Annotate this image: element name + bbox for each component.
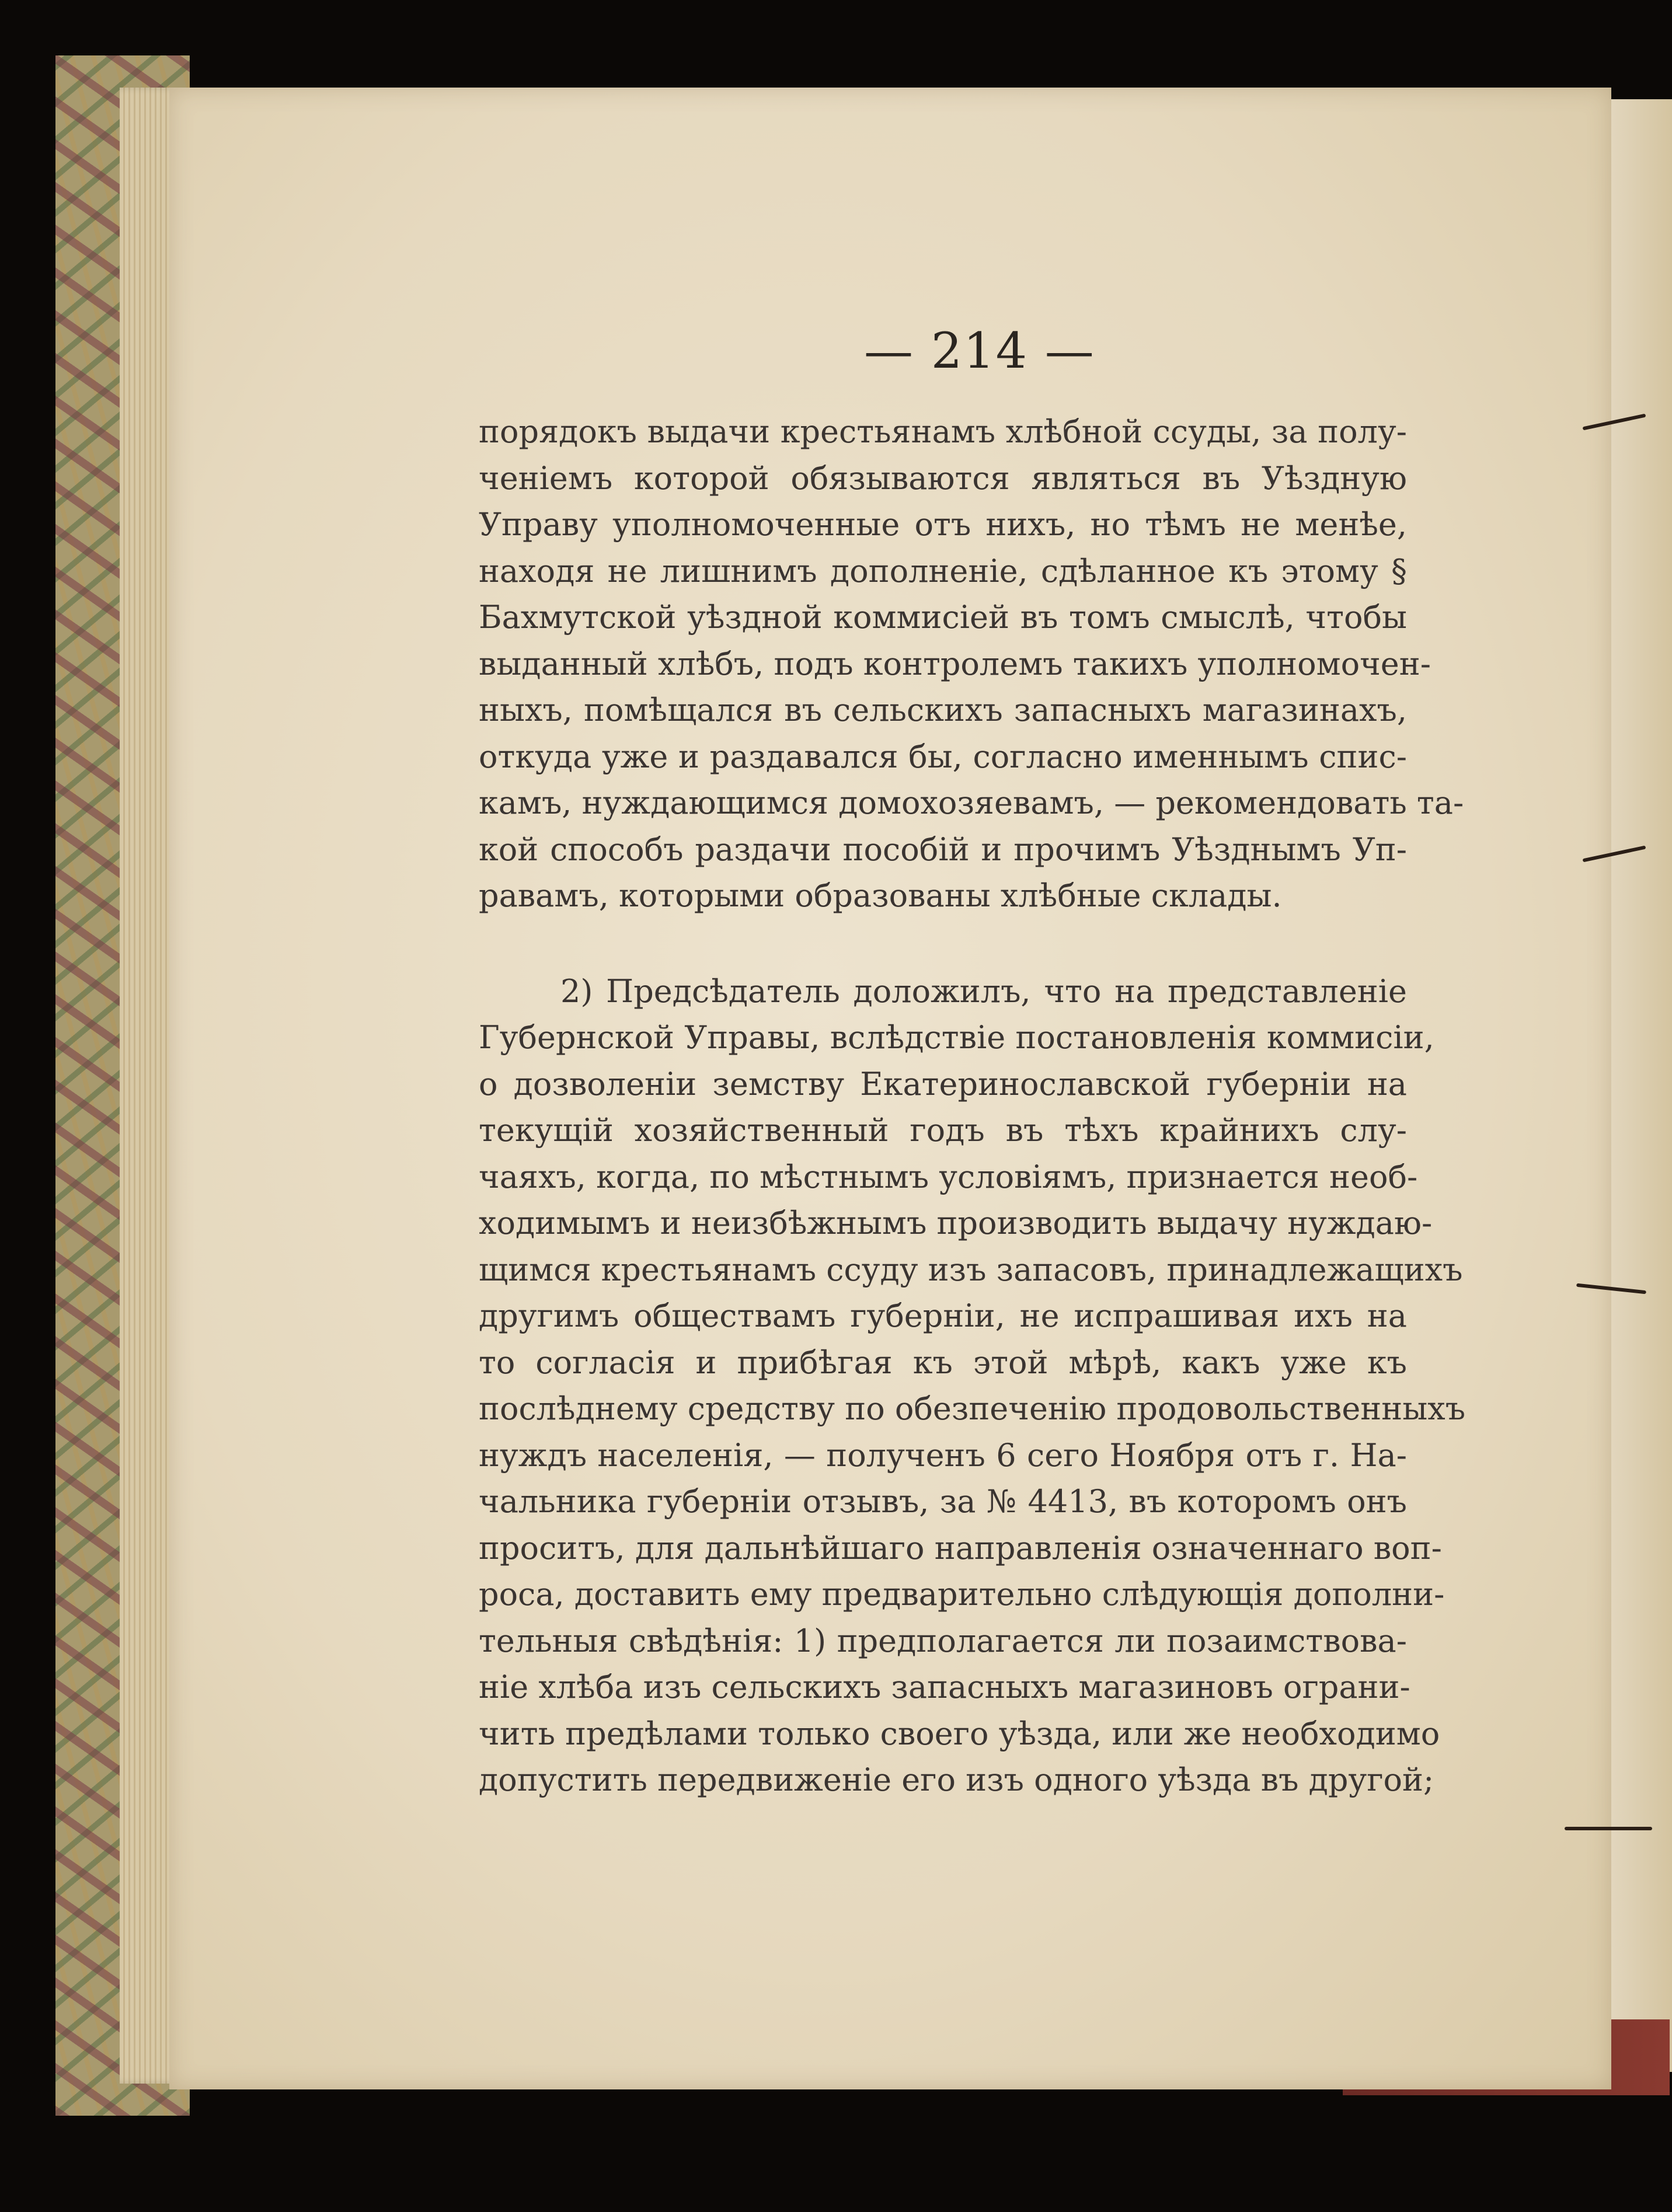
text-line: щимся крестьянамъ ссуду изъ запасовъ, принадлежащихъ [479,1251,1463,1288]
text-line: проситъ, для дальнѣйшаго направленія означеннаго воп- [479,1529,1442,1566]
text-line: выданный хлѣбъ, подъ контролемъ такихъ уполномочен- [479,645,1431,682]
text-line: порядокъ выдачи крестьянамъ хлѣбной ссуды, за полу- [479,413,1407,450]
text-line: Управу уполномоченные отъ нихъ, но тѣмъ не менѣе, [479,506,1407,543]
text-line: 2) Предсѣдатель доложилъ, что на представленіе [560,972,1407,1010]
binding-thread [1565,1827,1652,1830]
text-line: текущій хозяйственный годъ въ тѣхъ крайнихъ слу- [479,1112,1407,1149]
paragraph-1 [479,409,1464,919]
text-line: о дозволеніи земству Екатеринославской губерніи на [479,1065,1407,1102]
text-line: ныхъ, помѣщался въ сельскихъ запасныхъ магазинахъ, [479,692,1407,728]
text-line: Губернской Управы, вслѣдствіе постановленія коммисіи, [479,1019,1434,1056]
text-line: послѣднему средству по обезпеченію продовольственныхъ [479,1390,1466,1427]
facing-page-edge [1611,99,1672,2072]
text-line: ченіемъ которой обязываются являться въ Уѣздную [479,459,1407,497]
text-line: тельныя свѣдѣнія: 1) предполагается ли позаимствова- [479,1622,1407,1659]
text-line: роса, доставить ему предварительно слѣдующія дополни- [479,1576,1445,1613]
text-line: чальника губерніи отзывъ, за № 4413, въ которомъ онъ [479,1483,1407,1520]
paragraph-2 [479,968,1466,1803]
text-line: ніе хлѣба изъ сельскихъ запасныхъ магазиновъ ограни- [479,1669,1410,1705]
text-line: находя не лишнимъ дополненіе, сдѣланное къ этому § [479,552,1407,589]
text-line: допустить передвиженіе его изъ одного уѣзда въ другой; [479,1761,1434,1798]
text-line: равамъ, которыми образованы хлѣбные склады. [479,877,1282,914]
text-line: другимъ обществамъ губерніи, не испрашивая ихъ на [479,1297,1407,1334]
text-line: камъ, нуждающимся домохозяевамъ, — рекомендовать та- [479,784,1464,821]
text-line: откуда уже и раздавался бы, согласно именнымъ спис- [479,738,1407,775]
text-line: Бахмутской уѣздной коммисіей въ томъ смыслѣ, чтобы [479,599,1407,636]
text-line: ходимымъ и неизбѣжнымъ производить выдачу нуждаю- [479,1205,1433,1241]
text-line: то согласія и прибѣгая къ этой мѣрѣ, какъ уже къ [479,1344,1407,1381]
text-line: чить предѣлами только своего уѣзда, или же необходимо [479,1715,1440,1752]
text-line: кой способъ раздачи пособій и прочимъ Уѣзднымъ Уп- [479,831,1407,868]
text-line: нуждъ населенія, — полученъ 6 сего Ноября отъ г. На- [479,1436,1407,1474]
body-text [479,409,1466,1803]
page-number: — 214 — [864,322,1095,379]
text-line: чаяхъ, когда, по мѣстнымъ условіямъ, признается необ- [479,1158,1418,1195]
